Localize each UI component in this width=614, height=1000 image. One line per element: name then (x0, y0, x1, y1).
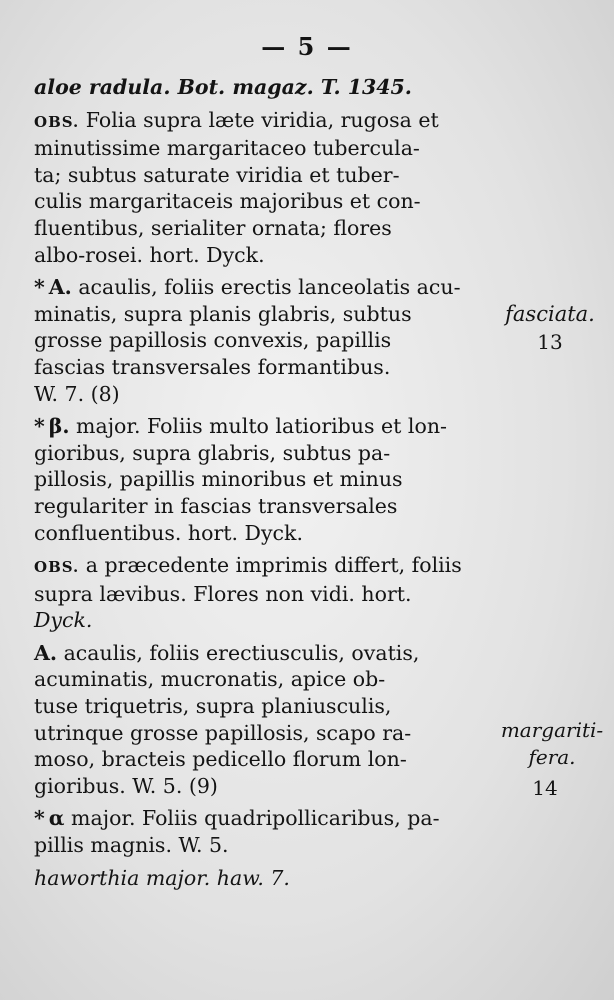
text-line: utrinque grosse papillosis, scapo ra- (34, 720, 412, 745)
margin-name-fasciata: fasciata. (505, 302, 595, 326)
page-body (34, 74, 494, 897)
margin-name-margaritifera-1: margariti- (500, 718, 604, 742)
text-line: moso, bracteis pedicello florum lon- (34, 747, 407, 772)
entry-label: OBS. (34, 558, 80, 577)
text-line: Dyck. (34, 608, 93, 633)
text-line: ta; subtus saturate viridia et tuber- (34, 162, 400, 187)
text-line: gioribus. W. 5. (9) (34, 773, 218, 798)
entry-aloe-radula (34, 74, 494, 101)
text-line: fluentibus, serialiter ornata; flores (34, 215, 392, 240)
text-line: major. Foliis quadripollicaribus, pa- (71, 806, 440, 831)
entry-fasciata (34, 274, 494, 407)
entry-label: β. (48, 414, 70, 439)
text-line: aloe radula. Bot. magaz. T. 1345. (34, 75, 412, 99)
text-line: regulariter in fascias transversales (34, 493, 398, 518)
asterisk-mark: * (34, 275, 45, 300)
text-line: a præcedente imprimis differt, foliis (85, 553, 462, 578)
text-line: haworthia major. haw. 7. (34, 865, 290, 890)
text-line: W. 7. (8) (34, 381, 120, 406)
margin-number-14: 14 (532, 776, 558, 800)
entry-obs-1 (34, 107, 494, 269)
text-line: gioribus, supra glabris, subtus pa- (34, 440, 391, 465)
text-line: acaulis, foliis erectis lanceolatis acu- (78, 275, 461, 300)
entry-label: OBS. (34, 112, 80, 131)
text-line: grosse papillosis convexis, papillis (34, 328, 392, 353)
text-line: confluentibus. hort. Dyck. (34, 520, 303, 545)
entry-obs-2 (34, 552, 494, 634)
text-line: pillis magnis. W. 5. (34, 833, 229, 858)
asterisk-mark: * (34, 414, 45, 439)
entry-alpha-major (34, 805, 494, 858)
text-line: minutissime margaritaceo tubercula- (34, 136, 420, 161)
text-line: pillosis, papillis minoribus et minus (34, 467, 403, 492)
text-line: minatis, supra planis glabris, subtus (34, 301, 412, 326)
entry-margaritifera (34, 640, 494, 800)
text-line: acaulis, foliis erectiusculis, ovatis, (63, 640, 420, 665)
entry-label: A. (48, 275, 72, 300)
entry-label: α (48, 806, 65, 831)
entry-beta-major (34, 413, 494, 546)
text-line: culis margaritaceis majoribus et con- (34, 189, 421, 214)
text-line: Folia supra læte viridia, rugosa et (85, 107, 439, 132)
entry-label: A. (34, 640, 58, 665)
asterisk-mark: * (34, 806, 45, 831)
text-line: tuse triquetris, supra planiusculis, (34, 694, 392, 719)
text-line: supra lævibus. Flores non vidi. hort. (34, 581, 412, 606)
text-line: acuminatis, mucronatis, apice ob- (34, 667, 386, 692)
text-line: fascias transversales formantibus. (34, 354, 391, 379)
page-number: — 5 — (261, 32, 353, 61)
entry-haworthia (34, 865, 494, 892)
margin-number-13: 13 (537, 330, 563, 354)
text-line: albo-rosei. hort. Dyck. (34, 242, 265, 267)
margin-name-margaritifera-2: fera. (528, 745, 576, 769)
text-line: major. Foliis multo latioribus et lon- (76, 414, 447, 439)
